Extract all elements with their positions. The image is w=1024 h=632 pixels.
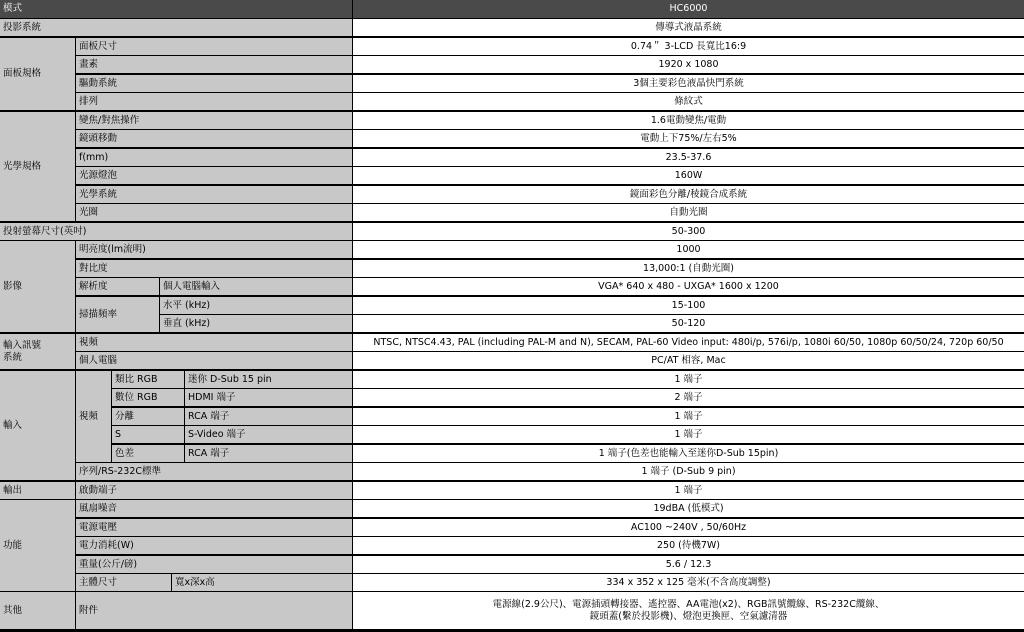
row-value: 傳導式液晶系統: [353, 19, 1024, 36]
row-label: 面板尺寸: [76, 38, 352, 55]
group-output: 輸出: [0, 482, 75, 499]
group-function: 功能: [0, 500, 75, 591]
subgroup-resolution: 解析度: [76, 278, 159, 295]
row-label: 數位 RGB: [112, 389, 184, 406]
row-label: 分離: [112, 408, 184, 425]
row-value: 50-300: [353, 223, 1024, 240]
row-value: 自動光圈: [353, 204, 1024, 221]
row-value: 15-100: [353, 297, 1024, 314]
row-sublabel: 寬x深x高: [172, 574, 352, 591]
row-label: f(mm): [76, 149, 352, 166]
row-value: 50-120: [353, 315, 1024, 332]
row-value: 1 端子: [353, 482, 1024, 499]
subgroup-scan-frequency: 掃描頻率: [76, 297, 159, 332]
row-label: 色差: [112, 445, 184, 462]
row-label: 鏡頭移動: [76, 130, 352, 147]
row-value: VGA* 640 x 480 - UXGA* 1600 x 1200: [353, 278, 1024, 295]
row-value: 1000: [353, 241, 1024, 258]
row-value: 250 (待機7W): [353, 537, 1024, 554]
row-label: S: [112, 426, 184, 443]
row-label: 驅動系統: [76, 75, 352, 92]
header-mode-label: 模式: [0, 0, 352, 18]
subgroup-video: 視頻: [76, 371, 111, 462]
row-value: 1 端子(色差也能輸入至迷你D-Sub 15pin): [353, 445, 1024, 462]
row-value: 13,000:1 (自動光圈): [353, 260, 1024, 277]
row-label: 對比度: [76, 260, 352, 277]
row-label: 排列: [76, 93, 352, 110]
row-label: 啟動端子: [76, 482, 352, 499]
row-value: AC100 ~240V , 50/60Hz: [353, 519, 1024, 536]
row-sublabel: HDMI 端子: [185, 389, 352, 406]
row-label: 電源電壓: [76, 519, 352, 536]
row-label: 序列/RS-232C標準: [76, 463, 352, 480]
row-label: 投影系統: [0, 19, 352, 36]
row-label: 光圈: [76, 204, 352, 221]
row-sublabel: RCA 端子: [185, 445, 352, 462]
row-label: 類比 RGB: [112, 371, 184, 388]
row-value: 19dBA (低模式): [353, 500, 1024, 517]
row-label: 附件: [76, 592, 352, 629]
row-value: 23.5-37.6: [353, 149, 1024, 166]
row-value: 1.6電動變焦/電動: [353, 112, 1024, 129]
row-label: 個人電腦: [76, 352, 352, 369]
row-value: 160W: [353, 167, 1024, 184]
row-value: 1 端子: [353, 426, 1024, 443]
row-label: 風扇噪音: [76, 500, 352, 517]
row-value: 1920 x 1080: [353, 56, 1024, 73]
row-value: 鏡面彩色分離/稜鏡合成系統: [353, 186, 1024, 203]
row-value: 1 端子: [353, 371, 1024, 388]
row-label: 光學系統: [76, 186, 352, 203]
row-value: PC/AT 相容, Mac: [353, 352, 1024, 369]
group-signal-system: 輸入訊號 系統: [0, 334, 75, 369]
row-label: 重量(公斤/磅): [76, 556, 352, 573]
row-label: 投射螢幕尺寸(英吋): [0, 223, 352, 240]
row-value: 334 x 352 x 125 毫米(不含高度調整): [353, 574, 1024, 591]
row-value: 3個主要彩色液晶快門系統: [353, 75, 1024, 92]
row-value: NTSC, NTSC4.43, PAL (including PAL-M and N), SECAM, PAL-60 Video input: 480i/p, 576i/p, 1080i 60/50, 1080p 60/50/24, 720p 60/50: [353, 334, 1024, 351]
row-value: 條紋式: [353, 93, 1024, 110]
row-value: 2 端子: [353, 389, 1024, 406]
row-value: 1 端子 (D-Sub 9 pin): [353, 463, 1024, 480]
row-sublabel: 迷你 D-Sub 15 pin: [185, 371, 352, 388]
group-other: 其他: [0, 592, 75, 629]
row-value: 0.74＂ 3-LCD 長寬比16:9: [353, 38, 1024, 55]
row-label: 視頻: [76, 334, 352, 351]
row-label: 主體尺寸: [76, 574, 171, 591]
group-optics-spec: 光學規格: [0, 112, 75, 221]
header-model-name: HC6000: [353, 0, 1024, 18]
group-input: 輸入: [0, 371, 75, 480]
row-sublabel: S-Video 端子: [185, 426, 352, 443]
row-label: 電力消耗(W): [76, 537, 352, 554]
row-sublabel: RCA 端子: [185, 408, 352, 425]
row-label: 明亮度(lm流明): [76, 241, 352, 258]
row-label: 個人電腦輸入: [160, 278, 352, 295]
group-image: 影像: [0, 241, 75, 332]
row-value: 電動上下75%/左右5%: [353, 130, 1024, 147]
row-label: 畫素: [76, 56, 352, 73]
row-label: 水平 (kHz): [160, 297, 352, 314]
row-label: 垂直 (kHz): [160, 315, 352, 332]
row-value: 5.6 / 12.3: [353, 556, 1024, 573]
row-label: 光源燈泡: [76, 167, 352, 184]
row-value: 1 端子: [353, 408, 1024, 425]
row-value: 電源線(2.9公尺)、電源插頭轉接器、遙控器、AA電池(x2)、RGB訊號纜線、RS-232C纜線、 鏡頭蓋(繫於投影機)、燈泡更換匣、空氣濾清器: [353, 592, 1024, 629]
group-panel-spec: 面板規格: [0, 38, 75, 110]
row-label: 變焦/對焦操作: [76, 112, 352, 129]
